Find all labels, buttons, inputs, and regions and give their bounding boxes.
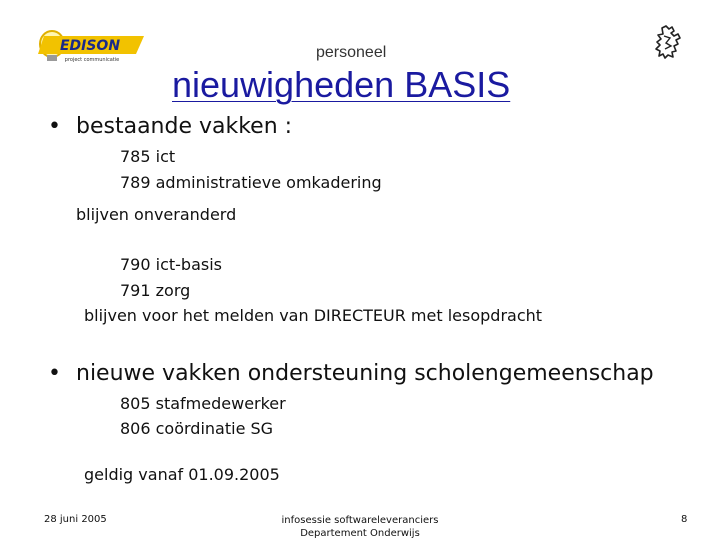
flemish-lion-icon <box>652 24 684 60</box>
list-item: 805 stafmedewerker <box>120 394 286 413</box>
slide-title: nieuwigheden BASIS <box>172 64 511 105</box>
logo-text: EDISON <box>59 38 121 54</box>
footer-department: Departement Onderwijs <box>300 528 420 539</box>
bullet-glyph: • <box>48 114 61 139</box>
page-number: 8 <box>681 514 688 525</box>
logo-subtext: project communicatie <box>64 57 120 63</box>
footer-date: 28 juni 2005 <box>44 514 107 525</box>
section-1-note: blijven onveranderd <box>76 205 237 224</box>
slide-subtitle: personeel <box>316 44 387 61</box>
section-1-heading: bestaande vakken : <box>76 114 293 139</box>
list-item: 791 zorg <box>120 281 191 300</box>
list-item: 806 coördinatie SG <box>120 419 274 438</box>
section-2-heading: nieuwe vakken ondersteuning scholengemeenschap <box>76 361 654 386</box>
bullet-section-1 <box>48 114 292 139</box>
footer-event: infosessie softwareleveranciers <box>281 515 439 526</box>
edison-logo <box>36 28 148 64</box>
section-1-note-2: blijven voor het melden van DIRECTEUR met lesopdracht <box>84 306 543 325</box>
footer-center <box>250 514 470 540</box>
list-item: 785 ict <box>120 147 176 166</box>
list-item: 790 ict-basis <box>120 255 222 274</box>
bullet-glyph: • <box>48 361 61 386</box>
list-item: 789 administratieve omkadering <box>120 173 382 192</box>
section-2-note: geldig vanaf 01.09.2005 <box>84 465 280 484</box>
bullet-section-2 <box>48 361 654 386</box>
